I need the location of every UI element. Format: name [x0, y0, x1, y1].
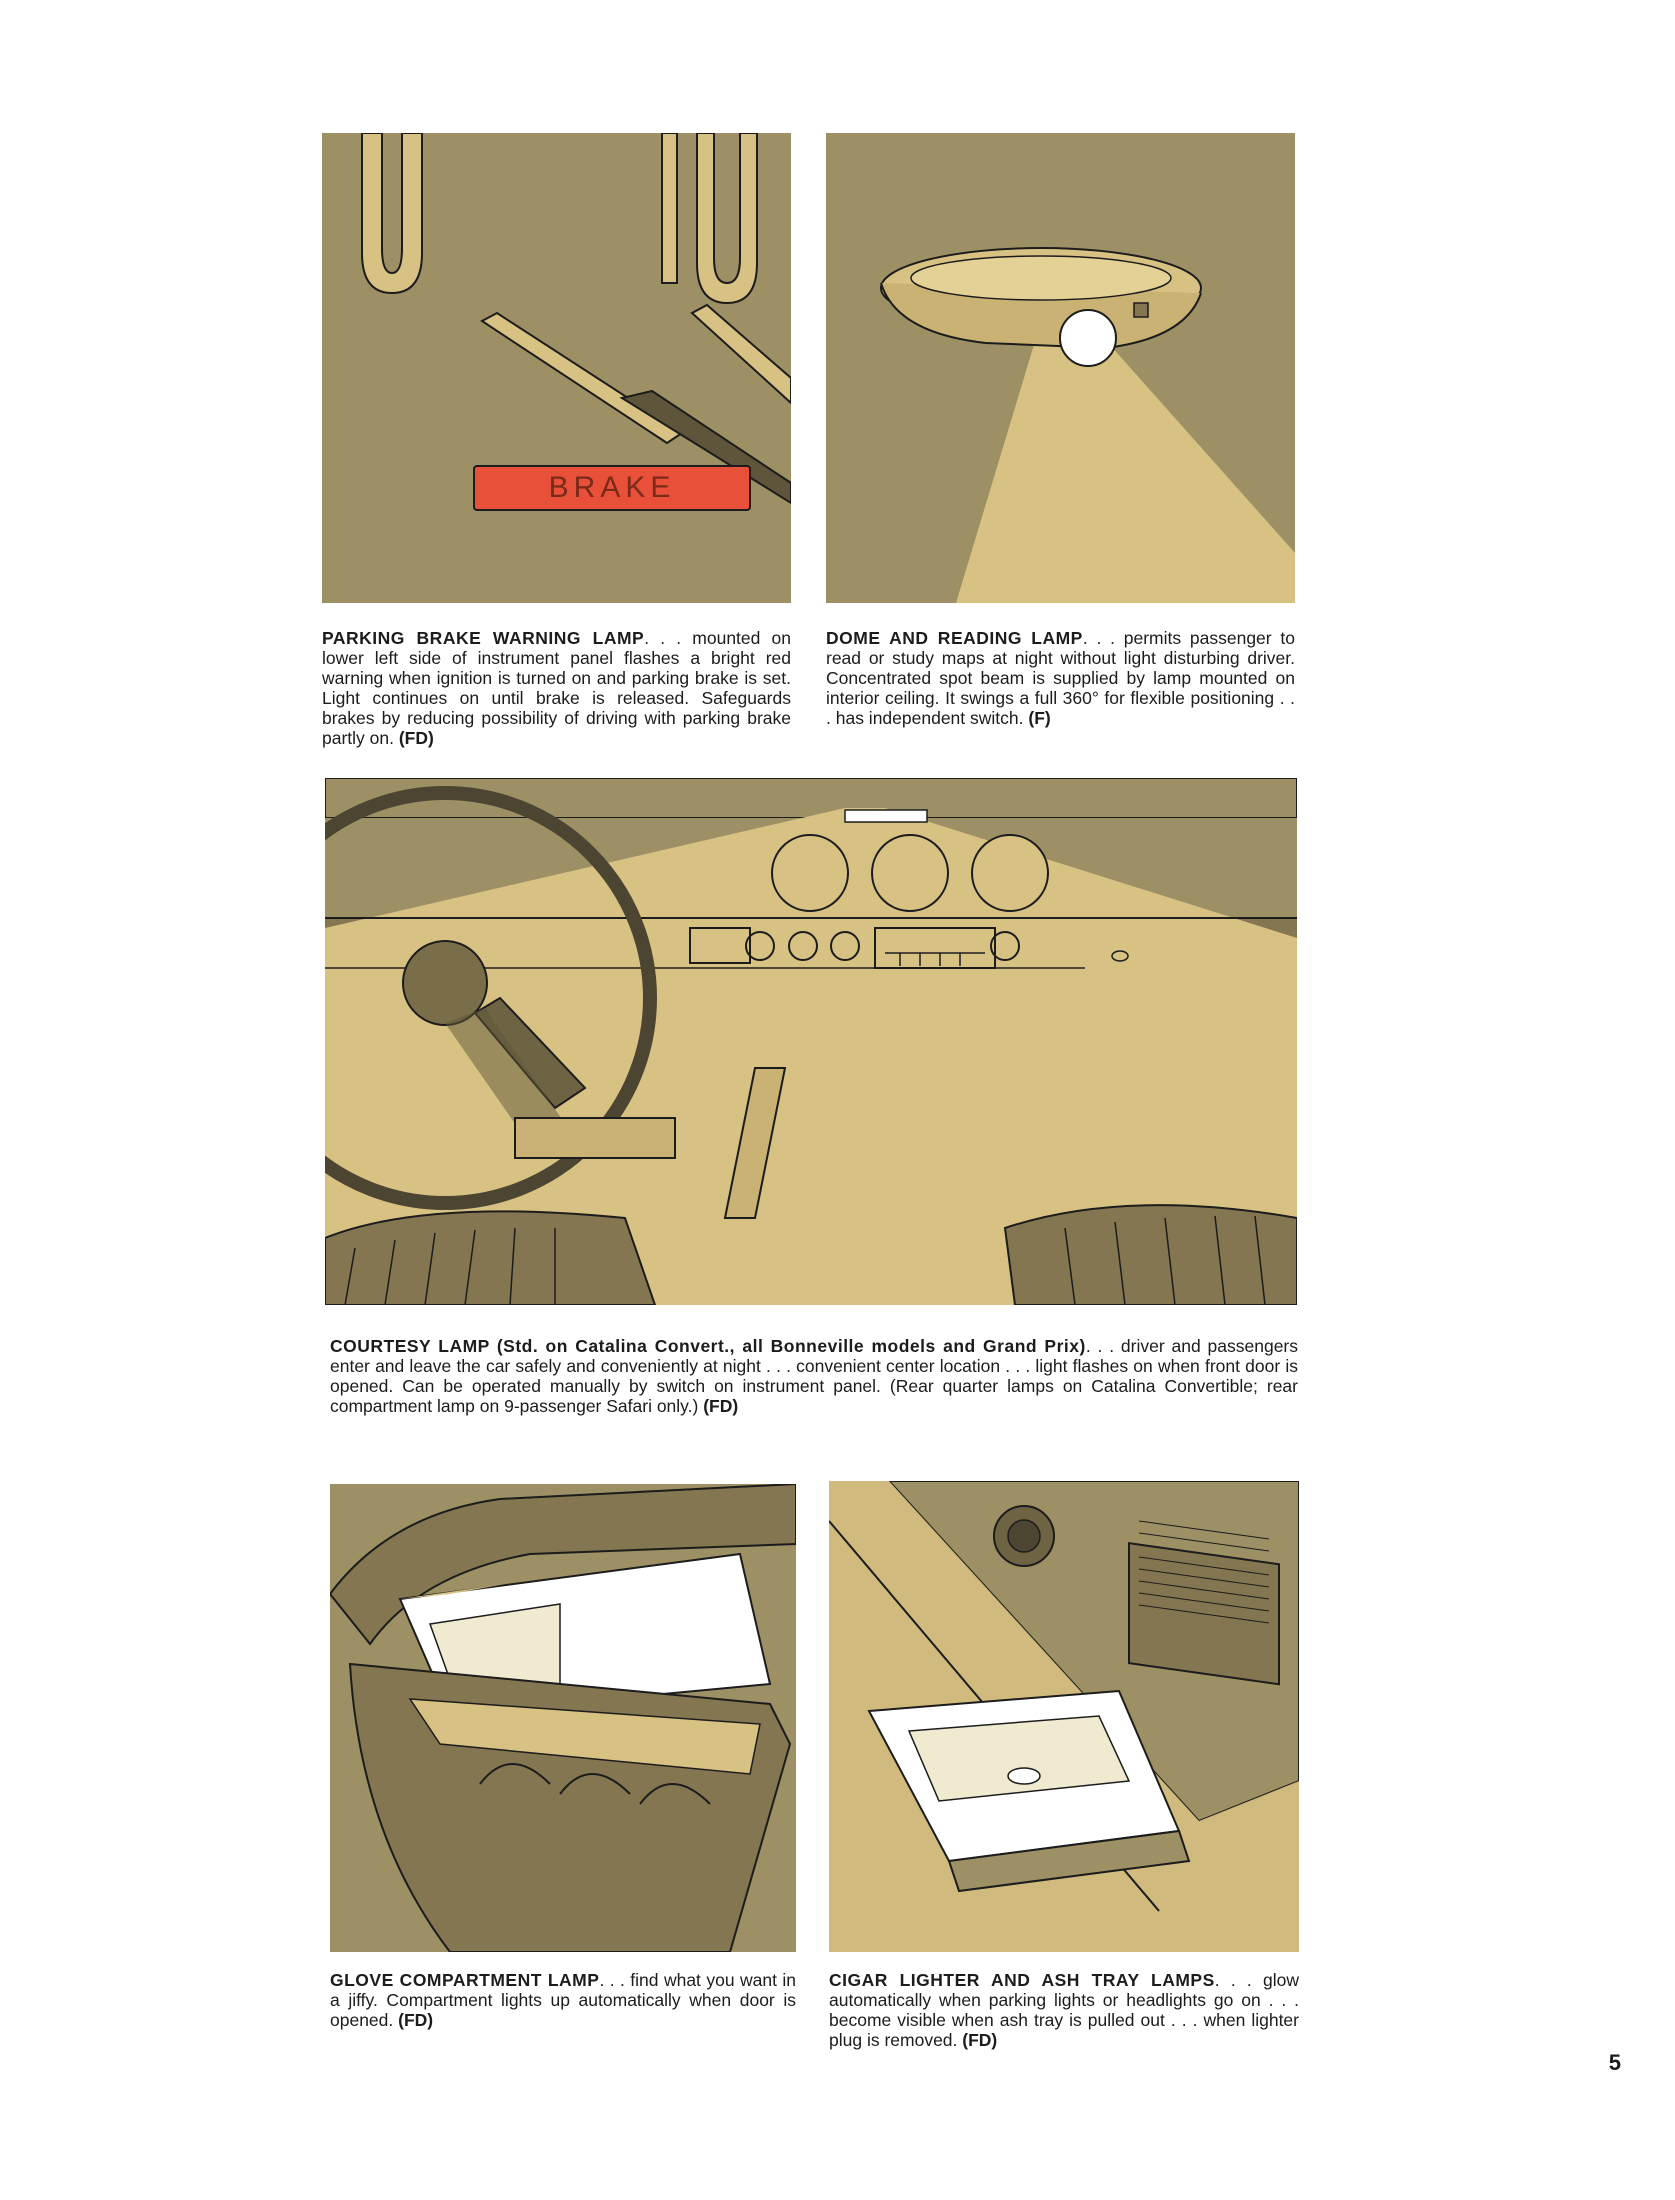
glove-compartment-illustration	[330, 1484, 796, 1952]
cigar-lamp-caption-text: . . . glow automatically when parking lights or headlights go on . . . become visible when ash tray is pulled out . . . when lighter plug is removed.	[829, 1970, 1299, 2050]
parking-brake-caption-text: . . . mounted on lower left side of instrument panel flashes a bright red warning when ignition is turned on and parking brake is set. Light continues on until brake is released. Safeguards brakes by reducing possibility of driving with parking brake partly on.	[322, 628, 791, 748]
glove-lamp-caption-title: GLOVE COMPARTMENT LAMP	[330, 1970, 600, 1990]
dome-lamp-caption-text: . . . permits passenger to read or study maps at night without light disturbing driver. Concentrated spot beam is supplied by lamp mounted on interior ceiling. It swings a full 360° for flexible positioning . . . has independent switch.	[826, 628, 1295, 728]
courtesy-lamp-caption	[330, 1336, 1298, 1416]
parking-brake-caption	[322, 628, 791, 748]
glove-lamp-caption-code: (FD)	[398, 2010, 434, 2030]
dome-lamp-caption-code: (F)	[1028, 708, 1051, 728]
cigar-lamp-caption-code: (FD)	[962, 2030, 998, 2050]
dome-lamp-caption	[826, 628, 1295, 728]
cigar-lamp-caption	[829, 1970, 1299, 2050]
parking-brake-illustration	[322, 133, 791, 603]
parking-brake-caption-title: PARKING BRAKE WARNING LAMP	[322, 628, 645, 648]
parking-brake-caption-code: (FD)	[398, 728, 434, 748]
page-number: 5	[1608, 2050, 1621, 2075]
brake-indicator-label: BRAKE	[548, 471, 676, 504]
glove-lamp-caption	[330, 1970, 796, 2030]
dome-lamp-illustration	[826, 133, 1295, 603]
glove-lamp-caption-text: . . . find what you want in a jiffy. Compartment lights up automatically when door is opened.	[330, 1970, 796, 2030]
cigar-lamp-caption-title: CIGAR LIGHTER AND ASH TRAY LAMPS	[829, 1970, 1215, 1990]
cigar-lighter-illustration	[829, 1481, 1299, 1952]
courtesy-lamp-illustration	[325, 778, 1297, 1305]
courtesy-lamp-caption-title: COURTESY LAMP (Std. on Catalina Convert., all Bonneville models and Grand Prix)	[330, 1336, 1086, 1356]
courtesy-lamp-caption-text: . . . driver and passengers enter and leave the car safely and conveniently at night . . . convenient center location . . . light flashes on when front door is opened. Can be operated manually by switch on instrument panel. (Rear quarter lamps on Catalina Convertible; rear compartment lamp on 9-passenger Safari only.)	[330, 1336, 1299, 1416]
dome-lamp-caption-title: DOME AND READING LAMP	[826, 628, 1083, 648]
courtesy-lamp-caption-code: (FD)	[703, 1396, 739, 1416]
